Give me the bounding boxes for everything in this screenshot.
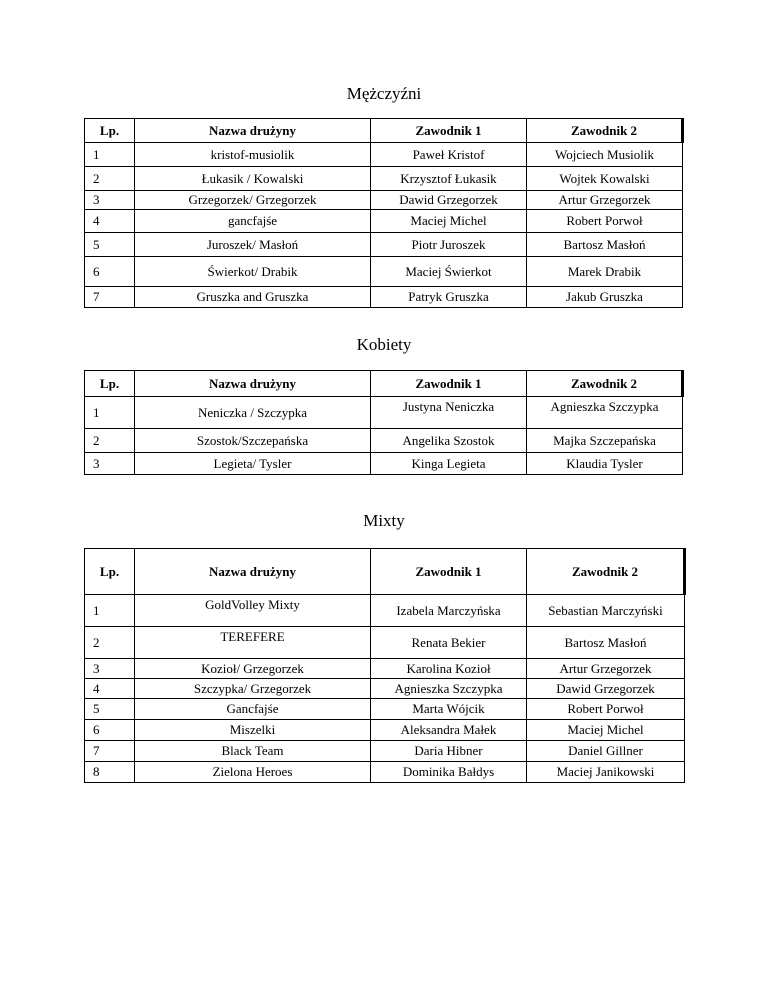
table-row <box>85 191 683 210</box>
player-2: Agnieszka Szczypka <box>527 397 683 429</box>
table-row <box>85 167 683 191</box>
header-lp: Lp. <box>85 549 135 595</box>
header-player-1: Zawodnik 1 <box>371 371 527 397</box>
player-1: Maciej Michel <box>371 210 527 233</box>
player-2: Bartosz Masłoń <box>527 233 683 257</box>
player-1: Piotr Juroszek <box>371 233 527 257</box>
row-number: 8 <box>85 762 135 783</box>
row-number: 2 <box>85 167 135 191</box>
player-1: Karolina Kozioł <box>371 659 527 679</box>
row-number: 7 <box>85 741 135 762</box>
player-2: Marek Drabik <box>527 257 683 287</box>
team-name: Legieta/ Tysler <box>135 453 371 475</box>
header-player-2: Zawodnik 2 <box>527 371 683 397</box>
row-number: 2 <box>85 627 135 659</box>
table-row <box>85 287 683 308</box>
row-number: 1 <box>85 595 135 627</box>
team-name: kristof-musiolik <box>135 143 371 167</box>
table-row <box>85 762 685 783</box>
team-name: Miszelki <box>135 720 371 741</box>
row-number: 3 <box>85 191 135 210</box>
player-1: Daria Hibner <box>371 741 527 762</box>
player-2: Daniel Gillner <box>527 741 685 762</box>
mixed-table <box>84 548 686 783</box>
player-2: Majka Szczepańska <box>527 429 683 453</box>
player-2: Robert Porwoł <box>527 699 685 720</box>
player-2: Artur Grzegorzek <box>527 659 685 679</box>
row-number: 3 <box>85 453 135 475</box>
header-team-name: Nazwa drużyny <box>135 371 371 397</box>
table-row <box>85 429 683 453</box>
player-2: Bartosz Masłoń <box>527 627 685 659</box>
player-1: Aleksandra Małek <box>371 720 527 741</box>
table-header-row <box>85 549 685 595</box>
player-1: Izabela Marczyńska <box>371 595 527 627</box>
player-1: Maciej Świerkot <box>371 257 527 287</box>
table-row <box>85 679 685 699</box>
table-row <box>85 595 685 627</box>
player-2: Maciej Michel <box>527 720 685 741</box>
table-row <box>85 627 685 659</box>
table-header-row <box>85 119 683 143</box>
header-team-name: Nazwa drużyny <box>135 119 371 143</box>
section-title-mixed: Mixty <box>363 511 405 530</box>
team-name: Szostok/Szczepańska <box>135 429 371 453</box>
team-name: Świerkot/ Drabik <box>135 257 371 287</box>
row-number: 5 <box>85 233 135 257</box>
player-1: Krzysztof Łukasik <box>371 167 527 191</box>
header-player-2: Zawodnik 2 <box>527 119 683 143</box>
team-name: Gruszka and Gruszka <box>135 287 371 308</box>
table-row <box>85 210 683 233</box>
player-1: Patryk Gruszka <box>371 287 527 308</box>
row-number: 1 <box>85 143 135 167</box>
header-player-1: Zawodnik 1 <box>371 119 527 143</box>
player-1: Paweł Kristof <box>371 143 527 167</box>
table-row <box>85 699 685 720</box>
team-name: TEREFERE <box>135 627 371 659</box>
player-1: Agnieszka Szczypka <box>371 679 527 699</box>
row-number: 6 <box>85 257 135 287</box>
table-row <box>85 741 685 762</box>
row-number: 4 <box>85 210 135 233</box>
team-name: Szczypka/ Grzegorzek <box>135 679 371 699</box>
table-row <box>85 453 683 475</box>
row-number: 2 <box>85 429 135 453</box>
section-title-men: Mężczyźni <box>346 84 422 103</box>
table-row <box>85 720 685 741</box>
player-2: Artur Grzegorzek <box>527 191 683 210</box>
table-row <box>85 257 683 287</box>
team-name: GoldVolley Mixty <box>135 595 371 627</box>
team-name: gancfajśe <box>135 210 371 233</box>
row-number: 1 <box>85 397 135 429</box>
header-lp: Lp. <box>85 119 135 143</box>
player-1: Dawid Grzegorzek <box>371 191 527 210</box>
men-table <box>84 118 684 308</box>
player-2: Wojciech Musiolik <box>527 143 683 167</box>
header-player-1: Zawodnik 1 <box>371 549 527 595</box>
section-title-women: Kobiety <box>356 335 412 354</box>
team-name: Gancfajśe <box>135 699 371 720</box>
table-row <box>85 143 683 167</box>
player-2: Klaudia Tysler <box>527 453 683 475</box>
table-row <box>85 233 683 257</box>
player-1: Kinga Legieta <box>371 453 527 475</box>
player-2: Maciej Janikowski <box>527 762 685 783</box>
women-table <box>84 370 684 475</box>
header-team-name: Nazwa drużyny <box>135 549 371 595</box>
row-number: 4 <box>85 679 135 699</box>
table-row <box>85 659 685 679</box>
row-number: 6 <box>85 720 135 741</box>
team-name: Grzegorzek/ Grzegorzek <box>135 191 371 210</box>
row-number: 5 <box>85 699 135 720</box>
player-1: Renata Bekier <box>371 627 527 659</box>
player-2: Wojtek Kowalski <box>527 167 683 191</box>
player-2: Sebastian Marczyński <box>527 595 685 627</box>
player-1: Justyna Neniczka <box>371 397 527 429</box>
player-2: Jakub Gruszka <box>527 287 683 308</box>
table-row <box>85 397 683 429</box>
row-number: 7 <box>85 287 135 308</box>
header-lp: Lp. <box>85 371 135 397</box>
team-name: Black Team <box>135 741 371 762</box>
team-name: Kozioł/ Grzegorzek <box>135 659 371 679</box>
row-number: 3 <box>85 659 135 679</box>
player-2: Dawid Grzegorzek <box>527 679 685 699</box>
team-name: Łukasik / Kowalski <box>135 167 371 191</box>
player-1: Marta Wójcik <box>371 699 527 720</box>
team-name: Neniczka / Szczypka <box>135 397 371 429</box>
player-2: Robert Porwoł <box>527 210 683 233</box>
team-name: Juroszek/ Masłoń <box>135 233 371 257</box>
table-header-row <box>85 371 683 397</box>
team-name: Zielona Heroes <box>135 762 371 783</box>
player-1: Dominika Bałdys <box>371 762 527 783</box>
header-player-2: Zawodnik 2 <box>527 549 685 595</box>
player-1: Angelika Szostok <box>371 429 527 453</box>
